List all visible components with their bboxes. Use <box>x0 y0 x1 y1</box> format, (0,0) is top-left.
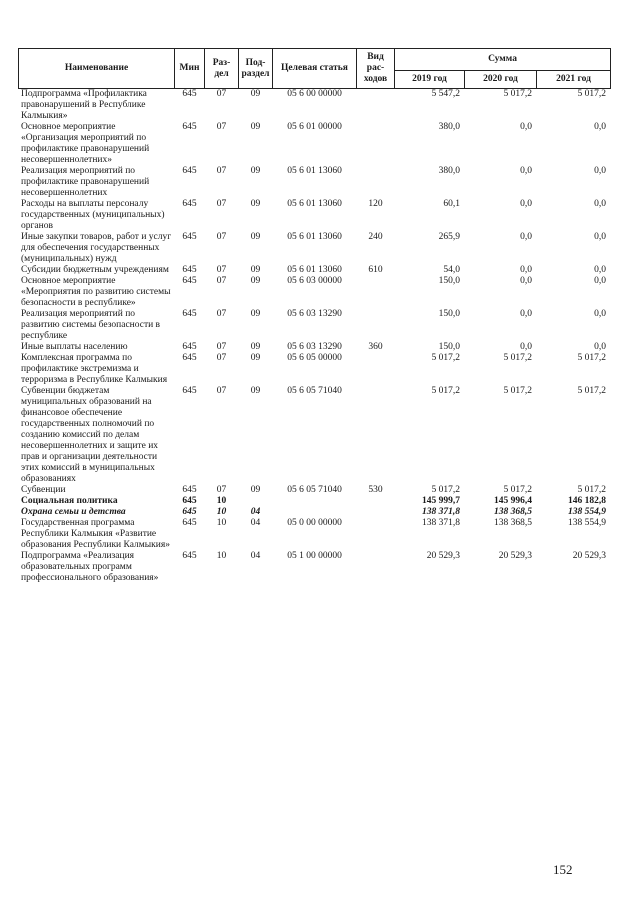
cell-podrazdel: 09 <box>250 353 261 363</box>
cell-razdel: 10 <box>216 551 227 561</box>
cell-vid <box>357 551 395 584</box>
cell-min: 645 <box>182 89 197 99</box>
header-vid: Вид рас-ходов <box>357 49 395 89</box>
table-row <box>19 232 611 265</box>
table-row <box>19 166 611 199</box>
cell-sum-2019: 150,0 <box>438 276 460 286</box>
table-row <box>19 518 611 551</box>
cell-sum-2020: 0,0 <box>520 166 532 176</box>
cell-min: 645 <box>182 276 197 286</box>
cell-razdel: 07 <box>216 342 227 352</box>
cell-sum-2019: 60,1 <box>443 199 460 209</box>
table-row <box>19 122 611 166</box>
cell-podrazdel: 09 <box>250 276 261 286</box>
cell-podrazdel: 09 <box>250 199 261 209</box>
cell-min: 645 <box>182 122 197 132</box>
cell-sum-2021: 5 017,2 <box>577 485 607 495</box>
table-row <box>19 276 611 309</box>
table-row <box>19 265 611 276</box>
cell-article: 05 6 01 13060 <box>287 166 342 176</box>
cell-article: 05 6 01 13060 <box>287 265 342 275</box>
cell-podrazdel: 04 <box>250 518 261 528</box>
table-row <box>19 386 611 485</box>
cell-razdel: 07 <box>216 386 227 396</box>
cell-sum-2019: 145 999,7 <box>422 496 460 506</box>
cell-razdel: 07 <box>216 232 227 242</box>
cell-podrazdel <box>239 496 273 507</box>
cell-sum-2021: 5 017,2 <box>577 386 607 396</box>
cell-vid <box>357 518 395 551</box>
cell-article: 05 6 05 00000 <box>287 353 342 363</box>
cell-sum-2019: 5 017,2 <box>431 485 460 495</box>
cell-sum-2021: 0,0 <box>594 232 607 242</box>
cell-razdel: 10 <box>216 518 227 528</box>
cell-name: Подпрограмма «Реализация образовательных программ профессионального образования» <box>21 551 159 583</box>
cell-article: 05 6 00 00000 <box>287 89 342 99</box>
cell-sum-2019: 5 017,2 <box>431 353 460 363</box>
header-razdel: Раз-дел <box>205 49 239 89</box>
cell-sum-2020: 0,0 <box>520 232 532 242</box>
cell-sum-2021: 0,0 <box>594 122 607 132</box>
cell-min: 645 <box>182 485 197 495</box>
cell-sum-2020: 145 996,4 <box>494 496 532 506</box>
cell-min: 645 <box>182 551 197 561</box>
cell-podrazdel: 09 <box>250 265 261 275</box>
cell-name: Субсидии бюджетным учреждениям <box>21 265 169 275</box>
cell-name: Охрана семьи и детства <box>21 507 126 517</box>
cell-article: 05 6 05 71040 <box>287 485 342 495</box>
cell-min: 645 <box>182 353 197 363</box>
table-row <box>19 485 611 496</box>
cell-sum-2019: 5 547,2 <box>431 89 460 99</box>
cell-min: 645 <box>182 507 197 517</box>
cell-vid <box>357 353 395 386</box>
cell-sum-2020: 5 017,2 <box>503 485 532 495</box>
cell-sum-2020: 0,0 <box>520 309 532 319</box>
header-2021: 2021 год <box>537 71 611 89</box>
cell-min: 645 <box>182 199 197 209</box>
cell-sum-2021: 0,0 <box>594 309 607 319</box>
cell-sum-2021: 138 554,9 <box>568 518 607 528</box>
cell-article: 05 6 01 13060 <box>287 232 342 242</box>
cell-razdel: 10 <box>216 507 227 517</box>
cell-name: Субвенции <box>21 485 66 495</box>
cell-sum-2019: 150,0 <box>438 309 460 319</box>
cell-sum-2019: 150,0 <box>438 342 460 352</box>
header-2020: 2020 год <box>465 71 537 89</box>
cell-min: 645 <box>182 265 197 275</box>
cell-podrazdel: 04 <box>250 507 261 517</box>
cell-sum-2020: 0,0 <box>520 342 532 352</box>
cell-name: Основное мероприятие «Организация мероприятий по профилактике правонарушений несовершеннолетних» <box>21 122 150 165</box>
budget-table <box>18 48 611 584</box>
cell-sum-2021: 138 554,9 <box>568 507 607 517</box>
cell-name: Расходы на выплаты персоналу государственных (муниципальных) органов <box>21 199 165 231</box>
cell-podrazdel: 09 <box>250 485 261 495</box>
cell-podrazdel: 09 <box>250 309 261 319</box>
cell-name: Реализация мероприятий по развитию системы безопасности в республике <box>21 309 161 341</box>
cell-sum-2021: 5 017,2 <box>577 89 607 99</box>
table-row <box>19 353 611 386</box>
table-header <box>19 49 611 89</box>
cell-vid <box>357 89 395 123</box>
cell-vid <box>357 507 395 518</box>
cell-min: 645 <box>182 386 197 396</box>
cell-sum-2021: 0,0 <box>594 166 607 176</box>
page-number: 152 <box>553 862 573 877</box>
cell-sum-2021: 20 529,3 <box>572 551 607 561</box>
header-sum: Сумма <box>395 49 611 71</box>
cell-sum-2020: 0,0 <box>520 276 532 286</box>
cell-name: Основное мероприятие «Мероприятия по развитию системы безопасности в республике» <box>21 276 171 308</box>
cell-vid: 610 <box>368 265 383 275</box>
cell-min: 645 <box>182 309 197 319</box>
cell-sum-2020: 5 017,2 <box>503 89 532 99</box>
table-row <box>19 309 611 342</box>
cell-sum-2020: 0,0 <box>520 122 532 132</box>
cell-min: 645 <box>182 342 197 352</box>
cell-razdel: 07 <box>216 309 227 319</box>
cell-article: 05 6 05 71040 <box>287 386 342 396</box>
cell-sum-2019: 380,0 <box>438 122 460 132</box>
cell-vid <box>357 276 395 309</box>
cell-podrazdel: 09 <box>250 122 261 132</box>
cell-razdel: 07 <box>216 276 227 286</box>
cell-sum-2019: 380,0 <box>438 166 460 176</box>
cell-sum-2021: 0,0 <box>594 199 607 209</box>
cell-article: 05 6 03 13290 <box>287 309 342 319</box>
cell-sum-2019: 5 017,2 <box>431 386 460 396</box>
cell-razdel: 07 <box>216 122 227 132</box>
cell-sum-2020: 0,0 <box>520 199 532 209</box>
cell-min: 645 <box>182 166 197 176</box>
cell-article: 05 1 00 00000 <box>287 551 342 561</box>
cell-sum-2020: 20 529,3 <box>498 551 532 561</box>
cell-article: 05 6 03 13290 <box>287 342 342 352</box>
cell-name: Социальная политика <box>21 496 118 506</box>
cell-min: 645 <box>182 518 197 528</box>
cell-sum-2020: 138 368,5 <box>494 507 532 517</box>
cell-razdel: 07 <box>216 485 227 495</box>
cell-sum-2019: 138 371,8 <box>422 518 460 528</box>
table-row <box>19 342 611 353</box>
cell-vid: 530 <box>368 485 383 495</box>
table-row <box>19 507 611 518</box>
cell-name: Субвенции бюджетам муниципальных образований на финансовое обеспечение государственных полномочий по созданию комиссий по делам несовершеннолетних и защите их прав и организации деятельности этих комиссий в муниципальных образованиях <box>21 386 159 484</box>
table-row <box>19 496 611 507</box>
document-page <box>18 48 610 584</box>
cell-vid: 240 <box>368 232 383 242</box>
cell-vid <box>357 166 395 199</box>
table-body <box>19 89 611 585</box>
cell-name: Государственная программа Республики Калмыкия «Развитие образования Республики Калмыкия» <box>21 518 170 550</box>
cell-article <box>273 496 357 507</box>
cell-sum-2021: 0,0 <box>594 276 607 286</box>
cell-name: Реализация мероприятий по профилактике правонарушений несовершеннолетних <box>21 166 150 198</box>
cell-sum-2019: 20 529,3 <box>426 551 460 561</box>
cell-min: 645 <box>182 232 197 242</box>
cell-podrazdel: 09 <box>250 232 261 242</box>
cell-razdel: 10 <box>216 496 227 506</box>
cell-sum-2019: 54,0 <box>443 265 460 275</box>
cell-sum-2021: 5 017,2 <box>577 353 607 363</box>
cell-article <box>273 507 357 518</box>
cell-article: 05 6 01 00000 <box>287 122 342 132</box>
cell-podrazdel: 04 <box>250 551 261 561</box>
cell-name: Комплексная программа по профилактике экстремизма и терроризма в Республике Калмыкия <box>21 353 168 385</box>
cell-podrazdel: 09 <box>250 342 261 352</box>
cell-vid: 360 <box>368 342 383 352</box>
cell-sum-2021: 146 182,8 <box>568 496 607 506</box>
cell-sum-2020: 0,0 <box>520 265 532 275</box>
cell-podrazdel: 09 <box>250 386 261 396</box>
cell-vid <box>357 122 395 166</box>
cell-podrazdel: 09 <box>250 166 261 176</box>
cell-razdel: 07 <box>216 353 227 363</box>
cell-name: Иные выплаты населению <box>21 342 128 352</box>
header-podrazdel: Под-раздел <box>239 49 273 89</box>
header-article: Целевая статья <box>273 49 357 89</box>
cell-vid: 120 <box>368 199 383 209</box>
cell-sum-2021: 0,0 <box>594 342 607 352</box>
cell-min: 645 <box>182 496 197 506</box>
table-row <box>19 199 611 232</box>
cell-name: Подпрограмма «Профилактика правонарушений в Республике Калмыкия» <box>21 89 147 121</box>
cell-sum-2021: 0,0 <box>594 265 607 275</box>
cell-vid <box>357 496 395 507</box>
header-2019: 2019 год <box>395 71 465 89</box>
cell-name: Иные закупки товаров, работ и услуг для обеспечения государственных (муниципальных) нужд <box>21 232 172 264</box>
cell-sum-2020: 5 017,2 <box>503 353 532 363</box>
cell-razdel: 07 <box>216 89 227 99</box>
cell-razdel: 07 <box>216 199 227 209</box>
table-row <box>19 89 611 123</box>
cell-razdel: 07 <box>216 265 227 275</box>
header-min: Мин <box>175 49 205 89</box>
cell-sum-2020: 138 368,5 <box>494 518 532 528</box>
cell-sum-2019: 265,9 <box>438 232 460 242</box>
cell-sum-2019: 138 371,8 <box>422 507 460 517</box>
cell-article: 05 0 00 00000 <box>287 518 342 528</box>
cell-article: 05 6 01 13060 <box>287 199 342 209</box>
cell-razdel: 07 <box>216 166 227 176</box>
cell-article: 05 6 03 00000 <box>287 276 342 286</box>
cell-sum-2020: 5 017,2 <box>503 386 532 396</box>
cell-podrazdel: 09 <box>250 89 261 99</box>
cell-vid <box>357 386 395 485</box>
header-name: Наименование <box>19 49 175 89</box>
cell-vid <box>357 309 395 342</box>
table-row <box>19 551 611 584</box>
